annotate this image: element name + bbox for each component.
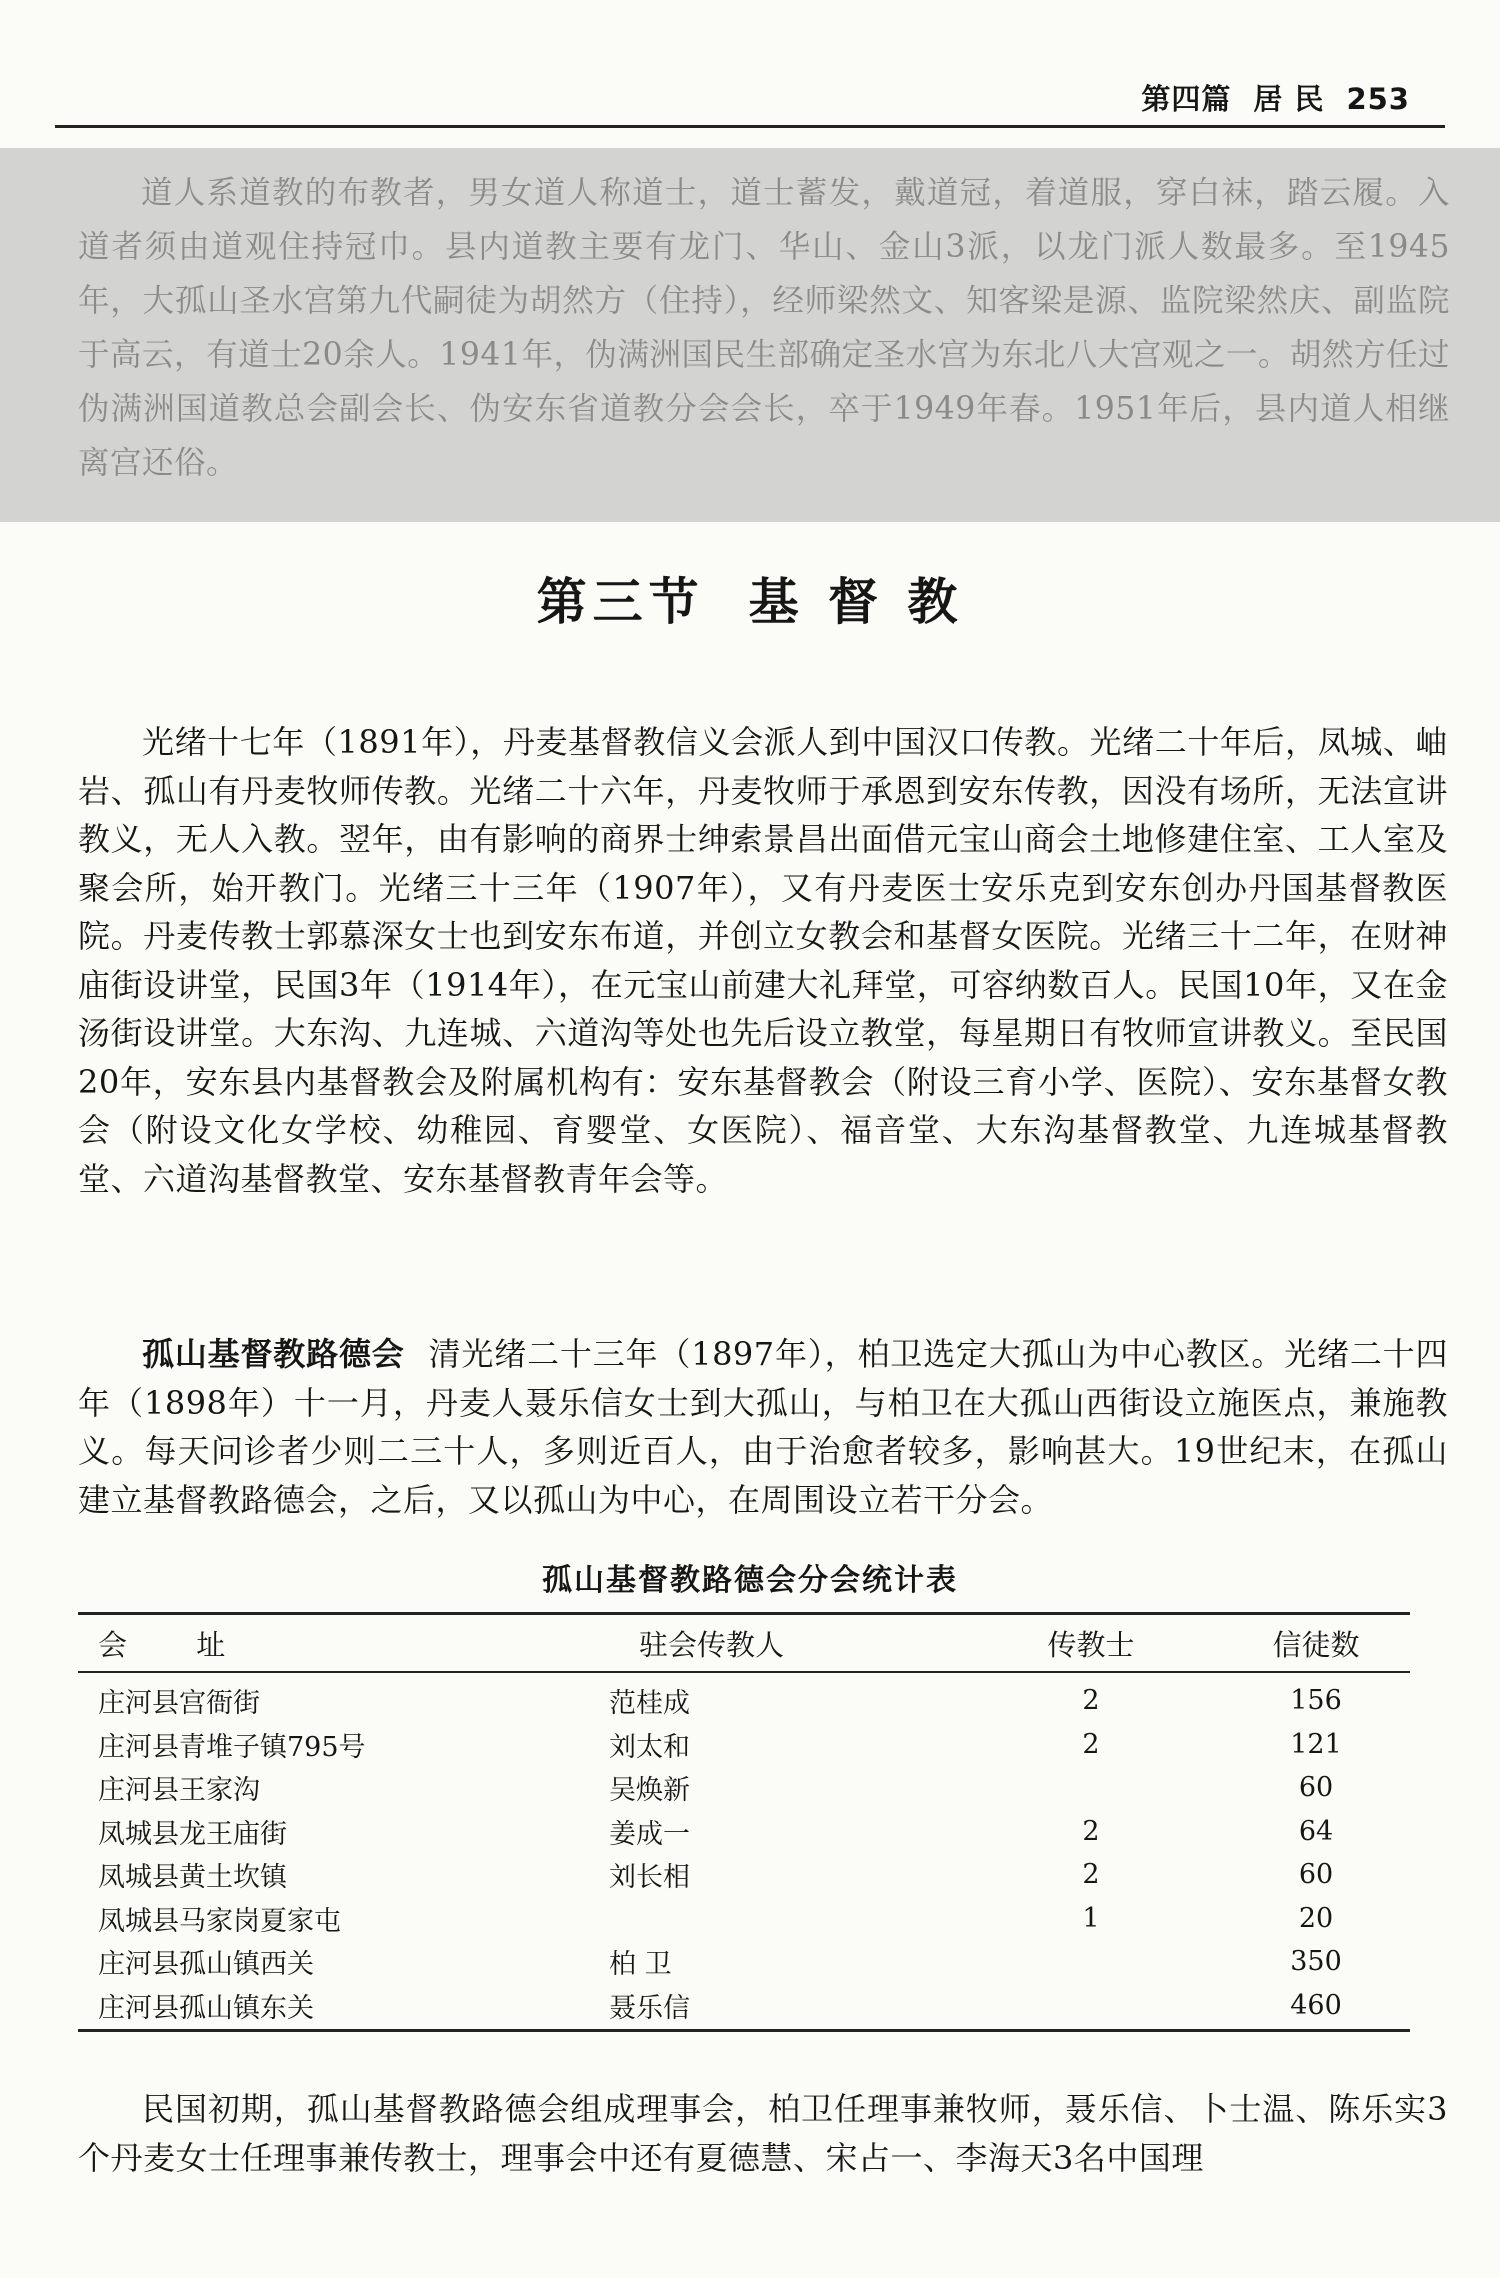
running-head (1119, 77, 1410, 118)
page-number: 253 (1346, 82, 1410, 116)
part-label: 第四篇 (1141, 82, 1232, 116)
cell-missionaries (960, 1984, 1222, 2031)
table-row (78, 1766, 1410, 1810)
cell-missionaries: 2 (1082, 1685, 1100, 1717)
lutheran-paragraph (78, 1330, 1448, 1524)
cell-preacher: 范桂成 (609, 1688, 690, 1720)
column-header-believers: 信徒数 (1222, 1614, 1410, 1673)
column-header-resident-preacher: 驻会传教人 (519, 1614, 960, 1673)
paragraph-lead-heading: 孤山基督教路德会 (142, 1335, 405, 1373)
cell-believers: 121 (1290, 1728, 1342, 1760)
cell-believers: 460 (1222, 1984, 1410, 2031)
table-row (78, 1940, 1410, 1984)
cell-missionaries: 2 (1082, 1815, 1100, 1847)
cell-site: 庄河县孤山镇东关 (78, 1984, 519, 2031)
section-number: 第三节 (536, 572, 705, 631)
branch-statistics-table (78, 1612, 1410, 2032)
cell-missionaries: 2 (1082, 1859, 1100, 1891)
cell-preacher: 姜成一 (609, 1818, 690, 1850)
header-rule (55, 125, 1445, 128)
cell-believers: 64 (1298, 1815, 1334, 1847)
cell-missionaries: 2 (1082, 1728, 1100, 1760)
body-paragraph-1 (78, 718, 1448, 1203)
cell-missionaries (960, 1940, 1222, 1984)
table-title: 孤山基督教路德会分会统计表 (542, 1563, 958, 1598)
page-header (55, 75, 1445, 125)
cell-preacher: 吴焕新 (609, 1775, 690, 1807)
cell-preacher: 聂乐信 (519, 1984, 960, 2031)
christianity-history-paragraph: 光绪十七年（1891年），丹麦基督教信义会派人到中国汉口传教。光绪二十年后，凤城、岫岩、孤山有丹麦牧师传教。光绪二十六年，丹麦牧师于承恩到安东传教，因没有场所，无法宣讲教义，无人入教。翌年，由有影响的商界士绅索景昌出面借元宝山商会土地修建住室、工人室及聚会所，始开教门。光绪三十三年（1907年），又有丹麦医士安乐克到安东创办丹国基督教医院。丹麦传教士郭慕深女士也到安东布道，并创立女教会和基督女医院。光绪三十二年，在财神庙街设讲堂，民国3年（1914年），在元宝山前建大礼拜堂，可容纳数百人。民国10年，又在金汤街设讲堂。大东沟、九连城、六道沟等处也先后设立教堂，每星期日有牧师宣讲教义。至民国20年，安东县内基督教会及附属机构有：安东基督教会（附设三育小学、医院）、安东基督女教会（附设文化女学校、幼稚园、育婴堂、女医院）、福音堂、大东沟基督教堂、九连城基督教堂、六道沟基督教堂、安东基督教青年会等。 (78, 723, 1448, 1198)
table-header-row (78, 1614, 1410, 1673)
section-heading (0, 562, 1500, 634)
daoist-paragraph: 道人系道教的布教者，男女道人称道士，道士蓄发，戴道冠，着道服，穿白袜，踏云履。入道者须由道观住持冠巾。县内道教主要有龙门、华山、金山3派，以龙门派人数最多。至1945年，大孤山圣水宫第九代嗣徒为胡然方（住持），经师梁然文、知客梁是源、监院梁然庆、副监院于高云，有道士20余人。1941年，伪满洲国民生部确定圣水宫为东北八大宫观之一。胡然方任过伪满洲国道教总会副会长、伪安东省道教分会会长，卒于1949年春。1951年后，县内道人相继离宫还俗。 (78, 175, 1450, 481)
body-paragraph-3 (78, 2085, 1448, 2182)
cell-preacher: 刘长相 (609, 1862, 690, 1894)
cell-believers: 60 (1298, 1859, 1334, 1891)
cell-preacher (519, 1897, 960, 1941)
cell-site: 凤城县马家岗夏家屯 (98, 1905, 341, 1937)
council-paragraph: 民国初期，孤山基督教路德会组成理事会，柏卫任理事兼牧师，聂乐信、卜士温、陈乐实3个丹麦女士任理事兼传教士，理事会中还有夏德慧、宋占一、李海天3名中国理 (78, 2090, 1448, 2177)
cell-believers: 156 (1290, 1685, 1342, 1717)
table-row (78, 1853, 1410, 1897)
section-title: 基 督 教 (748, 572, 964, 631)
cell-site: 庄河县宫衙街 (98, 1688, 260, 1720)
table-row (78, 1897, 1410, 1941)
cell-preacher: 柏 卫 (609, 1949, 672, 1981)
cell-believers: 350 (1290, 1946, 1342, 1978)
cell-missionaries (960, 1766, 1222, 1810)
table-row (78, 1984, 1410, 2031)
cell-site: 凤城县黄土坎镇 (98, 1862, 287, 1894)
cell-site: 庄河县王家沟 (98, 1775, 260, 1807)
cell-believers: 20 (1298, 1902, 1334, 1934)
cell-preacher: 刘太和 (609, 1731, 690, 1763)
part-title: 居 民 (1253, 82, 1325, 116)
table-row (78, 1723, 1410, 1767)
cell-site: 庄河县孤山镇西关 (98, 1949, 314, 1981)
cell-site: 凤城县龙王庙街 (98, 1818, 287, 1850)
column-header-site: 会 址 (78, 1614, 519, 1673)
cell-believers: 60 (1298, 1772, 1334, 1804)
highlighted-paragraph-block (0, 148, 1500, 522)
cell-site: 庄河县青堆子镇795号 (98, 1731, 366, 1763)
table-row (78, 1810, 1410, 1854)
paragraph-text: 清光绪二十三年（1897年），柏卫选定大孤山为中心教区。光绪二十四年（1898年）十一月，丹麦人聂乐信女士到大孤山，与柏卫在大孤山西街设立施医点，兼施教义。每天问诊者少则二三十人，多则近百人，由于治愈者较多，影响甚大。19世纪末，在孤山建立基督教路德会，之后，又以孤山为中心，在周围设立若干分会。 (78, 1335, 1448, 1519)
table-row (78, 1672, 1410, 1723)
body-paragraph-2 (78, 1330, 1448, 1524)
column-header-missionaries: 传教士 (960, 1614, 1222, 1673)
cell-missionaries: 1 (1082, 1902, 1100, 1934)
